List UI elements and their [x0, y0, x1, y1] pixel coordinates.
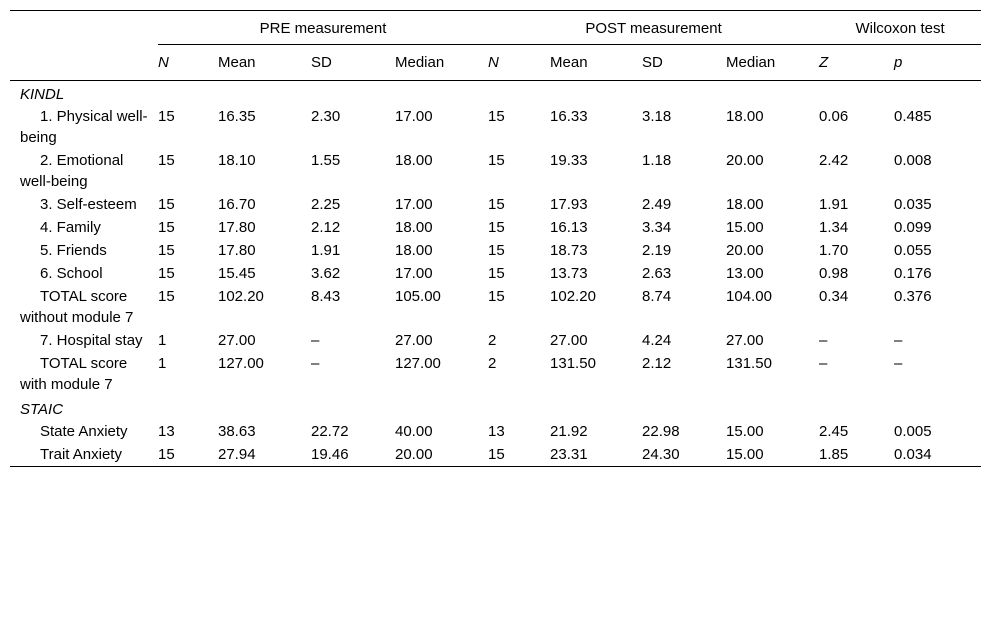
- table-cell: 127.00: [218, 355, 264, 372]
- table-cell: 15: [158, 242, 175, 259]
- table-cell: 19.33: [550, 152, 588, 169]
- table-cell: 40.00: [395, 423, 433, 440]
- row-label-cell: [10, 105, 158, 149]
- column-header: N: [158, 54, 169, 71]
- table-cell: 17.80: [218, 242, 256, 259]
- table-cell: 17.80: [218, 219, 256, 236]
- table-row: [10, 149, 981, 193]
- column-header: Mean: [550, 54, 588, 71]
- table-cell: –: [894, 332, 903, 349]
- table-cell: 17.00: [395, 196, 433, 213]
- table-cell: 15: [488, 446, 505, 463]
- table-cell: 0.485: [894, 108, 932, 125]
- empty-header-cell: [10, 11, 158, 45]
- table-cell: 0.035: [894, 196, 932, 213]
- column-header: SD: [642, 54, 663, 71]
- table-cell: 13.00: [726, 265, 764, 282]
- table-cell: 8.74: [642, 288, 672, 305]
- group-header-pre: PRE measurement: [158, 11, 488, 45]
- table-body: [10, 81, 981, 467]
- table-cell: 0.099: [894, 219, 932, 236]
- table-row: [10, 239, 981, 262]
- table-cell: –: [311, 332, 320, 349]
- table-cell: 13: [488, 423, 505, 440]
- column-header: Mean: [218, 54, 256, 71]
- table-cell: 17.93: [550, 196, 588, 213]
- row-label: 3. Self-esteem: [40, 196, 137, 213]
- section-row: [10, 396, 981, 420]
- section-row: [10, 81, 981, 106]
- table-cell: 0.055: [894, 242, 932, 259]
- row-label-cell: [10, 216, 158, 239]
- table-cell: 27.00: [550, 332, 588, 349]
- row-label: State Anxiety: [40, 423, 128, 440]
- column-header-row: [10, 45, 981, 81]
- group-header-row: [10, 11, 981, 45]
- table-cell: 15.00: [726, 423, 764, 440]
- table-cell: 1.91: [819, 196, 849, 213]
- row-label-cell: [10, 285, 158, 329]
- row-label: TOTAL score without module 7: [20, 288, 134, 326]
- table-cell: –: [311, 355, 320, 372]
- table-cell: 15.00: [726, 219, 764, 236]
- table-cell: 18.00: [726, 108, 764, 125]
- table-cell: 2.12: [311, 219, 341, 236]
- table-cell: 18.00: [726, 196, 764, 213]
- table-cell: 20.00: [395, 446, 433, 463]
- table-cell: 1: [158, 332, 167, 349]
- table-cell: 2.25: [311, 196, 341, 213]
- table-cell: 2.12: [642, 355, 672, 372]
- table-cell: 27.00: [726, 332, 764, 349]
- row-label: 4. Family: [40, 219, 101, 236]
- table-cell: 0.176: [894, 265, 932, 282]
- table-row: [10, 329, 981, 352]
- table-cell: 15: [158, 108, 175, 125]
- table-cell: 0.005: [894, 423, 932, 440]
- table-cell: 15.45: [218, 265, 256, 282]
- table-cell: 102.20: [218, 288, 264, 305]
- row-label: TOTAL score with module 7: [20, 355, 128, 393]
- table-cell: 2.19: [642, 242, 672, 259]
- section-title: KINDL: [20, 86, 65, 103]
- row-label-cell: [10, 329, 158, 352]
- table-cell: 20.00: [726, 242, 764, 259]
- table-cell: 18.73: [550, 242, 588, 259]
- table-cell: 104.00: [726, 288, 772, 305]
- table-cell: 18.00: [395, 242, 433, 259]
- section-title: STAIC: [20, 401, 64, 418]
- column-header: Median: [726, 54, 776, 71]
- table-cell: 1.55: [311, 152, 341, 169]
- table-cell: 15: [158, 265, 175, 282]
- table-cell: 2.45: [819, 423, 849, 440]
- table-cell: 2.30: [311, 108, 341, 125]
- table-cell: 102.20: [550, 288, 596, 305]
- table-cell: 1.18: [642, 152, 672, 169]
- table-cell: 16.33: [550, 108, 588, 125]
- table-cell: 27.00: [218, 332, 256, 349]
- column-header: p: [894, 54, 903, 71]
- table-cell: 18.00: [395, 152, 433, 169]
- table-cell: 22.72: [311, 423, 349, 440]
- table-cell: 1: [158, 355, 167, 372]
- table-cell: 16.35: [218, 108, 256, 125]
- table-cell: 3.62: [311, 265, 341, 282]
- table-cell: 15: [158, 288, 175, 305]
- table-cell: 4.24: [642, 332, 672, 349]
- table-cell: 15: [488, 265, 505, 282]
- column-header: Z: [819, 54, 829, 71]
- table-cell: 16.70: [218, 196, 256, 213]
- table-cell: 2.63: [642, 265, 672, 282]
- table-cell: 17.00: [395, 265, 433, 282]
- table-cell: 20.00: [726, 152, 764, 169]
- table-cell: 18.00: [395, 219, 433, 236]
- table-cell: 15: [158, 219, 175, 236]
- table-cell: 1.34: [819, 219, 849, 236]
- table-cell: 0.98: [819, 265, 849, 282]
- table-cell: 17.00: [395, 108, 433, 125]
- table-cell: 105.00: [395, 288, 441, 305]
- table-row: [10, 352, 981, 396]
- table-cell: 8.43: [311, 288, 341, 305]
- row-label-cell: [10, 352, 158, 396]
- table-cell: 23.31: [550, 446, 588, 463]
- table-cell: 0.34: [819, 288, 849, 305]
- table-cell: 19.46: [311, 446, 349, 463]
- table-cell: 131.50: [726, 355, 772, 372]
- table-cell: 15: [488, 196, 505, 213]
- row-label-cell: [10, 193, 158, 216]
- table-cell: 3.18: [642, 108, 672, 125]
- table-cell: 2.49: [642, 196, 672, 213]
- table-cell: 16.13: [550, 219, 588, 236]
- table-cell: 2: [488, 332, 497, 349]
- table-cell: 18.10: [218, 152, 256, 169]
- table-cell: 27.00: [395, 332, 433, 349]
- table-cell: 0.376: [894, 288, 932, 305]
- table-cell: 13: [158, 423, 175, 440]
- table-cell: 2: [488, 355, 497, 372]
- table-cell: –: [819, 332, 828, 349]
- column-header: N: [488, 54, 499, 71]
- row-label-cell: [10, 420, 158, 443]
- table-cell: 0.034: [894, 446, 932, 463]
- table-cell: 15: [158, 446, 175, 463]
- table-row: [10, 216, 981, 239]
- table-cell: 1.85: [819, 446, 849, 463]
- table-cell: 15: [488, 242, 505, 259]
- row-label: 1. Physical well-being: [20, 108, 148, 146]
- row-label-cell: [10, 239, 158, 262]
- results-table: [10, 10, 981, 467]
- column-header: Median: [395, 54, 445, 71]
- table-cell: 15: [158, 152, 175, 169]
- table-cell: 131.50: [550, 355, 596, 372]
- group-header-post: POST measurement: [488, 11, 819, 45]
- group-header-wilcoxon: Wilcoxon test: [819, 11, 981, 45]
- table-row: [10, 443, 981, 467]
- table-cell: 15: [488, 219, 505, 236]
- table-row: [10, 105, 981, 149]
- table-cell: 27.94: [218, 446, 256, 463]
- table-cell: 127.00: [395, 355, 441, 372]
- table-row: [10, 420, 981, 443]
- row-label: 2. Emotional well-being: [20, 152, 124, 190]
- row-label: 7. Hospital stay: [40, 332, 143, 349]
- table-cell: –: [894, 355, 903, 372]
- table-cell: 38.63: [218, 423, 256, 440]
- table-cell: 15.00: [726, 446, 764, 463]
- row-label: 5. Friends: [40, 242, 107, 259]
- table-cell: –: [819, 355, 828, 372]
- column-header: SD: [311, 54, 332, 71]
- table-cell: 13.73: [550, 265, 588, 282]
- table-cell: 24.30: [642, 446, 680, 463]
- table-cell: 0.06: [819, 108, 849, 125]
- table-row: [10, 285, 981, 329]
- row-label-cell: [10, 149, 158, 193]
- table-cell: 15: [488, 288, 505, 305]
- table-cell: 15: [158, 196, 175, 213]
- table-cell: 2.42: [819, 152, 849, 169]
- row-label: Trait Anxiety: [40, 446, 122, 463]
- table-row: [10, 193, 981, 216]
- table-cell: 22.98: [642, 423, 680, 440]
- table-cell: 1.91: [311, 242, 341, 259]
- row-label-cell: [10, 262, 158, 285]
- empty-header-cell: [10, 45, 158, 81]
- row-label-cell: [10, 443, 158, 467]
- table-row: [10, 262, 981, 285]
- table-cell: 3.34: [642, 219, 672, 236]
- table-cell: 21.92: [550, 423, 588, 440]
- row-label: 6. School: [40, 265, 103, 282]
- table-cell: 15: [488, 152, 505, 169]
- table-cell: 1.70: [819, 242, 849, 259]
- table-cell: 0.008: [894, 152, 932, 169]
- table-cell: 15: [488, 108, 505, 125]
